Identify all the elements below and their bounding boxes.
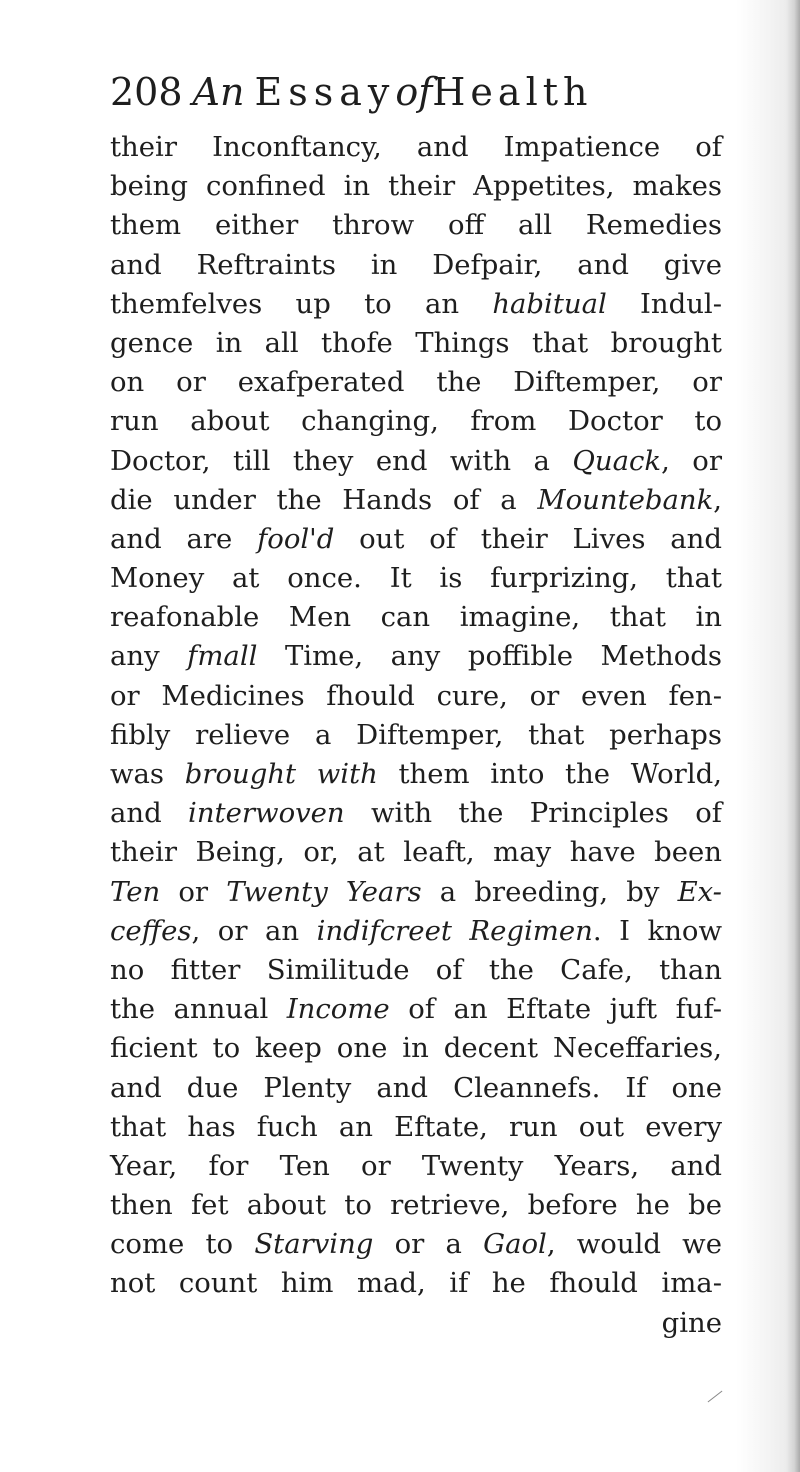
- text-run: , would we: [546, 1228, 722, 1261]
- text-run: Year, for Ten or Twenty Years, and: [110, 1149, 722, 1182]
- text-line: [110, 402, 722, 441]
- italic-run: brought with: [184, 758, 378, 790]
- text-run: was: [110, 758, 185, 790]
- text-run: or: [160, 875, 227, 908]
- text-line: [110, 716, 722, 755]
- header-word-of: of: [395, 70, 433, 114]
- text-line: [110, 794, 722, 833]
- text-line: [110, 324, 722, 363]
- header-word-essay: Essay: [254, 70, 396, 114]
- catchword: gine: [661, 1306, 722, 1339]
- text-run: themfelves up to an: [110, 287, 493, 320]
- text-run: a breeding, by: [421, 875, 678, 908]
- text-run: reafonable Men can imagine, that in: [110, 601, 722, 634]
- page-edge-shadow: [786, 0, 800, 1472]
- text-line: [110, 990, 722, 1029]
- text-line: [110, 1069, 722, 1108]
- text-run: Money at once. It is furprizing, that: [110, 562, 722, 595]
- stray-mark: [708, 1391, 723, 1403]
- text-line: [110, 951, 722, 990]
- text-line: [110, 1264, 722, 1303]
- text-run: and due Plenty and Cleannefs. If one: [110, 1071, 722, 1104]
- italic-run: Quack: [572, 444, 662, 477]
- text-line: [110, 128, 722, 167]
- text-run: ficient to keep one in decent Neceffaries,: [110, 1032, 722, 1065]
- text-line: [110, 559, 722, 598]
- text-run: come to: [110, 1228, 255, 1261]
- text-run: or a: [373, 1228, 484, 1261]
- text-run: Time, any poffible Methods: [257, 640, 722, 673]
- text-run: of an Eftate juft fuf-: [389, 993, 722, 1026]
- text-line: [110, 1108, 722, 1147]
- italic-run: Ex-: [677, 875, 722, 908]
- italic-run: Ten: [110, 875, 161, 908]
- text-run: their Being, or, at leaft, may have been: [110, 836, 722, 869]
- text-run: that has fuch an Eftate, run out every: [110, 1110, 722, 1143]
- text-line: [110, 285, 722, 324]
- text-run: ,: [713, 483, 722, 516]
- italic-run: Income: [286, 993, 390, 1026]
- italic-run: ceffes: [110, 914, 192, 947]
- italic-run: Twenty Years: [226, 875, 422, 908]
- text-line: [110, 598, 722, 637]
- text-line: [110, 1029, 722, 1068]
- header-word-health: Health: [432, 70, 593, 114]
- text-run: fibly relieve a Diftemper, that perhaps: [110, 718, 722, 751]
- italic-run: Mountebank: [537, 483, 714, 516]
- text-line: [110, 206, 722, 245]
- text-line: [110, 167, 722, 206]
- text-run: , or: [661, 444, 722, 477]
- page-number: 208: [110, 70, 183, 114]
- text-line: [110, 755, 722, 794]
- text-run: and Reftraints in Defpair, and give: [110, 248, 722, 281]
- text-line: [110, 1147, 722, 1186]
- text-run: no fitter Similitude of the Cafe, than: [110, 953, 722, 986]
- header-word-an: An: [192, 70, 245, 114]
- text-run: . I know: [592, 914, 722, 947]
- text-line: [110, 873, 722, 912]
- text-run: , or an: [191, 914, 317, 947]
- text-run: out of their Lives and: [334, 522, 722, 555]
- text-line: [110, 1186, 722, 1225]
- text-line: [110, 637, 722, 676]
- italic-run: habitual: [492, 287, 607, 320]
- body-text: [110, 128, 722, 1343]
- italic-run: fmall: [187, 640, 258, 673]
- text-run: and: [110, 797, 189, 830]
- text-line: [110, 520, 722, 559]
- italic-run: interwoven: [188, 797, 345, 830]
- text-run: being confined in their Appetites, makes: [110, 170, 722, 203]
- text-run: on or exafperated the Diftemper, or: [110, 366, 722, 399]
- text-run: their Inconftancy, and Impatience of: [110, 131, 722, 163]
- text-run: them into the World,: [377, 758, 722, 790]
- text-line: [110, 246, 722, 285]
- text-run: die under the Hands of a: [110, 483, 538, 516]
- italic-run: indifcreet Regimen: [316, 914, 593, 947]
- text-line: [110, 481, 722, 520]
- italic-run: Starving: [254, 1228, 374, 1261]
- running-header: [110, 66, 710, 118]
- text-run: or Medicines fhould cure, or even fen-: [110, 679, 722, 712]
- text-run: then fet about to retrieve, before he be: [110, 1189, 722, 1222]
- italic-run: fool'd: [257, 522, 335, 555]
- text-line: [110, 677, 722, 716]
- text-run: and are: [110, 522, 258, 555]
- text-run: the annual: [110, 993, 287, 1026]
- text-run: Indul-: [606, 287, 723, 320]
- text-run: gence in all thofe Things that brought: [110, 326, 722, 359]
- text-run: Doctor, till they end with a: [110, 444, 573, 477]
- text-line: [110, 912, 722, 951]
- italic-run: Gaol: [483, 1228, 547, 1261]
- text-run: them either throw off all Remedies: [110, 209, 722, 242]
- text-run: not count him mad, if he fhould ima-: [110, 1267, 722, 1300]
- text-run: run about changing, from Doctor to: [110, 405, 722, 438]
- text-line: [110, 363, 722, 402]
- text-line: [110, 833, 722, 872]
- text-run: any: [110, 640, 188, 673]
- text-run: with the Principles of: [344, 797, 722, 830]
- text-line: [110, 442, 722, 481]
- text-line: [110, 1225, 722, 1264]
